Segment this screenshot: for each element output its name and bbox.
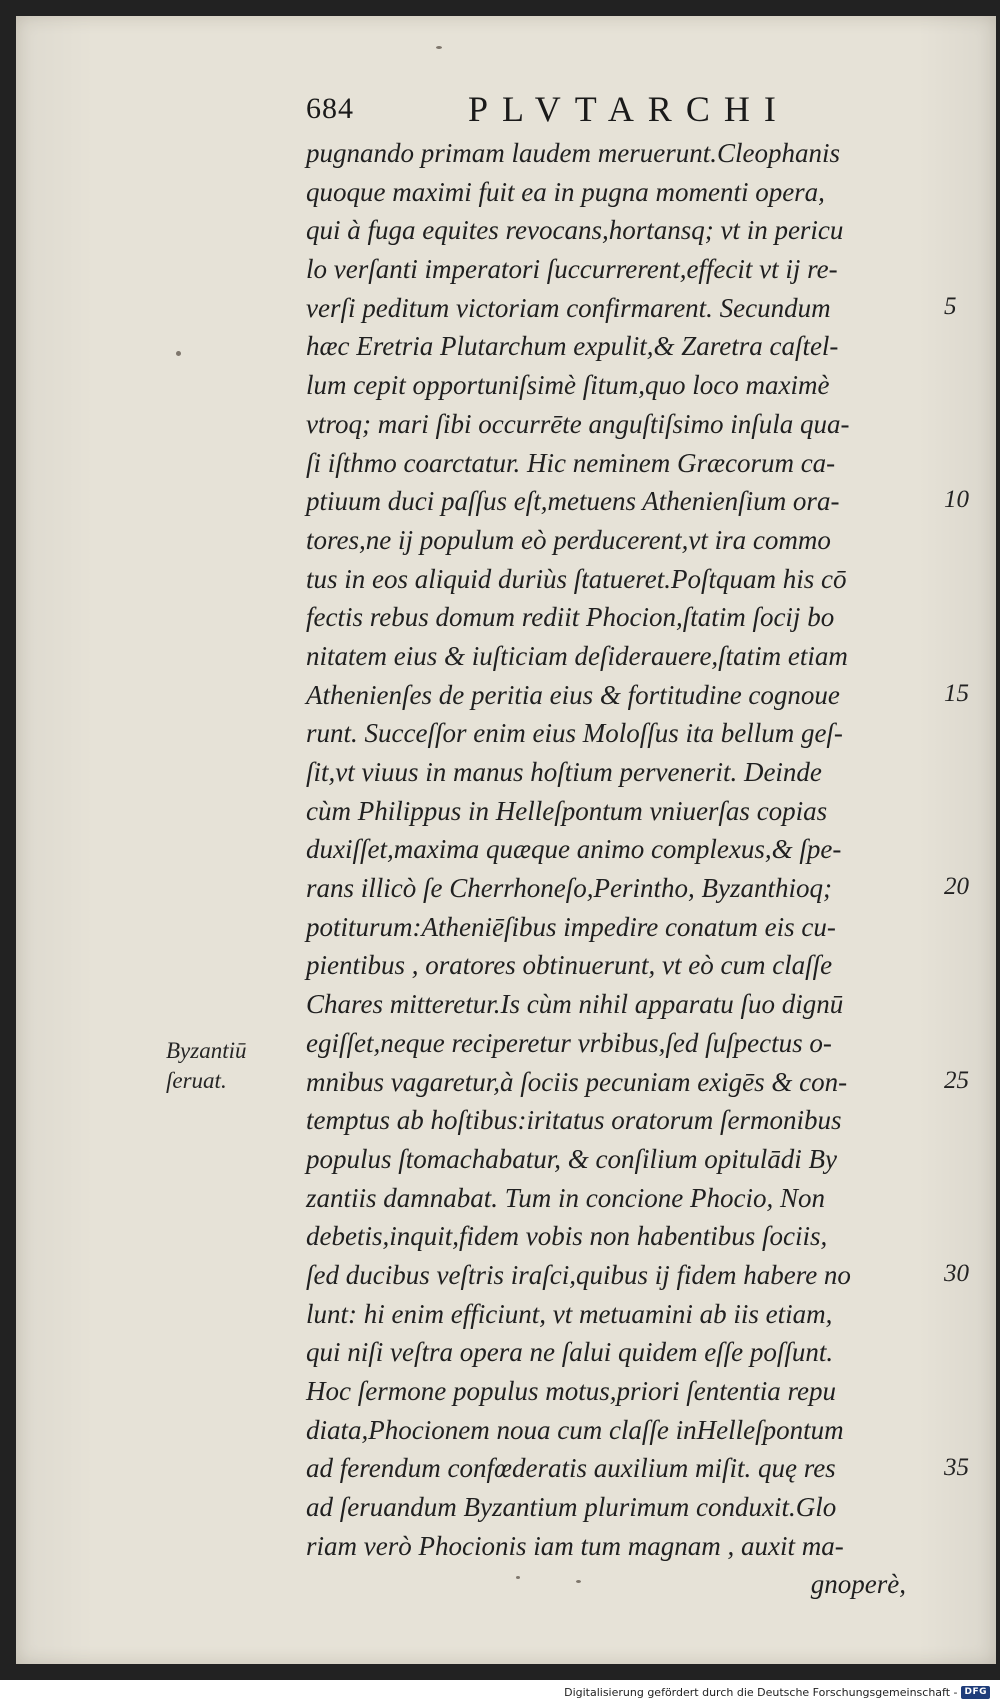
text-line: ſed ducibus veſtris iraſci,quibus ij fidem habere no: [306, 1259, 851, 1290]
text-line: hæc Eretria Plutarchum expulit,& Zaretra caſtel-: [306, 331, 839, 362]
marginal-note-line: ſeruat.: [166, 1068, 227, 1093]
text-line: temptus ab hoſtibus:iritatus oratorum ſermonibus: [306, 1105, 842, 1136]
text-line: vtroq; mari ſibi occurrēte anguſtiſsimo inſula qua-: [306, 408, 850, 439]
line-number: 15: [944, 679, 969, 707]
text-line: qui niſi veſtra opera ne ſalui quidem eſſe poſſunt.: [306, 1337, 834, 1368]
text-line: ſi iſthmo coarctatur. Hic neminem Græcorum ca-: [306, 447, 836, 478]
line-number: 30: [944, 1260, 969, 1288]
text-line: diata,Phocionem noua cum claſſe inHelleſpontum: [306, 1414, 844, 1445]
text-line: lum cepit opportuniſsimè ſitum,quo loco maximè: [306, 370, 830, 401]
line-number: 20: [944, 873, 969, 901]
text-line: tores,ne ij populum eò perducerent,vt ira commo: [306, 524, 831, 555]
text-line: ptiuum duci paſſus eſt,metuens Athenienſium ora-: [306, 486, 840, 517]
catchword: gnoperè,: [810, 1569, 906, 1600]
text-line: Athenienſes de peritia eius & fortitudine cognoue: [306, 679, 840, 710]
page-header: [306, 86, 866, 134]
book-page: [16, 16, 996, 1664]
paper-speck: [176, 351, 181, 356]
text-line: quoque maximi fuit ea in pugna momenti opera,: [306, 176, 825, 207]
line-number: 5: [944, 292, 957, 320]
line-number: 10: [944, 486, 969, 514]
text-line: rans illicò ſe Cherrhoneſo,Perintho, Byzanthioq;: [306, 873, 832, 904]
text-line: Chares mitteretur.Is cùm nihil apparatu ſuo dignū: [306, 989, 844, 1020]
paper-speck: [436, 46, 442, 49]
running-head: PLVTARCHI: [468, 89, 790, 129]
text-line: ad ferendum confœderatis auxilium miſit. quę res: [306, 1453, 836, 1484]
text-line: pientibus , oratores obtinuerunt, vt eò cum claſſe: [306, 950, 833, 981]
text-line: egiſſet,neque reciperetur vrbibus,ſed ſuſpectus o-: [306, 1027, 832, 1058]
paper-speck: [576, 1580, 581, 1583]
text-line: ſit,vt viuus in manus hoſtium pervenerit. Deinde: [306, 757, 822, 787]
marginal-note: [166, 1036, 296, 1096]
text-line: zantiis damnabat. Tum in concione Phocio, Non: [306, 1182, 825, 1213]
text-line: ad ſeruandum Byzantium plurimum conduxit.Glo: [306, 1492, 837, 1523]
marginal-note-line: Byzantiū: [166, 1038, 247, 1063]
credit-text: Digitalisierung gefördert durch die Deutsche Forschungsgemeinschaft -: [564, 1685, 958, 1699]
text-line: tus in eos aliquid duriùs ſtatueret.Poſtquam his cō: [306, 563, 847, 594]
text-line: fectis rebus domum rediit Phocion,ſtatim ſocij bo: [306, 602, 835, 633]
text-line: verſi peditum victoriam confirmarent. Secundum: [306, 292, 831, 323]
text-line: duxiſſet,maxima quæque animo complexus,& ſpe-: [306, 834, 842, 865]
text-line: debetis,inquit,fidem vobis non habentibus ſociis,: [306, 1221, 828, 1252]
dfg-logo: DFG: [961, 1686, 990, 1699]
digitization-credit: [564, 1684, 990, 1700]
page-number: 684: [306, 92, 354, 125]
text-line: populus ſtomachabatur, & conſilium opitulādi By: [306, 1143, 837, 1174]
line-number: 25: [944, 1066, 969, 1094]
text-line: Hoc ſermone populus motus,priori ſententia repu: [306, 1376, 836, 1406]
text-line: pugnando primam laudem meruerunt.Cleophanis: [306, 138, 840, 168]
text-line: lo verſanti imperatori ſuccurrerent,effecit vt ij re-: [306, 254, 838, 285]
text-line: runt. Succeſſor enim eius Moloſſus ita bellum geſ-: [306, 718, 843, 749]
body-text: [306, 134, 906, 1604]
text-line: lunt: hi enim efficiunt, vt metuamini ab iis etiam,: [306, 1298, 833, 1329]
text-line: nitatem eius & iuſticiam deſiderauere,ſtatim etiam: [306, 640, 848, 671]
paper-speck: [516, 1576, 520, 1579]
text-line: qui à fuga equites revocans,hortansq; vt in pericu: [306, 215, 844, 246]
text-line: potiturum:Atheniēſibus impedire conatum eis cu-: [306, 911, 836, 942]
text-line: cùm Philippus in Helleſpontum vniuerſas copias: [306, 795, 828, 826]
text-line: riam verò Phocionis iam tum magnam , auxit ma-: [306, 1530, 844, 1561]
line-number: 35: [944, 1453, 969, 1481]
text-line: mnibus vagaretur,à ſociis pecuniam exigēs & con-: [306, 1066, 848, 1097]
